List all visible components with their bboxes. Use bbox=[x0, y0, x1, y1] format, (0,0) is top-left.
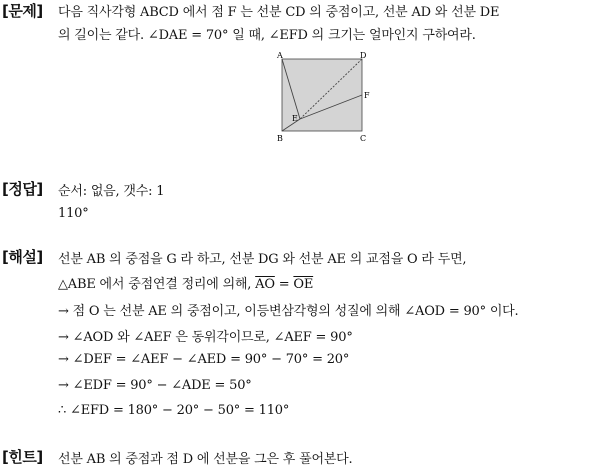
solution-line-4: → ∠AOD 와 ∠AEF 은 동위각이므로, ∠AEF = 90° bbox=[58, 330, 353, 345]
equals-sign: = bbox=[274, 277, 294, 292]
point-label-a: A bbox=[277, 51, 283, 60]
solution-line-1: 선분 AB 의 중점을 G 라 하고, 선분 DG 와 선분 AE 의 교점을 O 라 두면, bbox=[58, 252, 467, 267]
point-label-c: C bbox=[360, 134, 367, 143]
solution-line-2-text: △ABE 에서 중점연결 정리에 의해, bbox=[58, 277, 256, 292]
solution-label: [해설] bbox=[2, 248, 43, 266]
problem-text-line-2: 의 길이는 같다. ∠DAE = 70° 일 때, ∠EFD 의 크기는 얼마인지 구하여라. bbox=[58, 28, 476, 43]
problem-text-line-1: 다음 직사각형 ABCD 에서 점 F 는 선분 CD 의 중점이고, 선분 AD 와 선분 DE bbox=[58, 5, 500, 20]
answer-meta: 순서: 없음, 갯수: 1 bbox=[58, 184, 165, 199]
problem-label: [문제] bbox=[2, 2, 43, 20]
point-label-b: B bbox=[277, 134, 283, 143]
point-label-e: E bbox=[292, 114, 298, 123]
solution-line-2 bbox=[58, 273, 313, 292]
solution-line-5: → ∠DEF = ∠AEF − ∠AED = 90° − 70° = 20° bbox=[58, 352, 350, 367]
point-label-d: D bbox=[360, 51, 367, 60]
solution-line-7: ∴ ∠EFD = 180° − 20° − 50° = 110° bbox=[58, 403, 290, 418]
point-label-f: F bbox=[364, 91, 370, 100]
segment-oe-overline: $\overline{OE}$ bbox=[293, 277, 314, 292]
problem-figure bbox=[274, 47, 378, 145]
answer-label: [정답] bbox=[2, 180, 43, 198]
hint-label: [힌트] bbox=[2, 448, 43, 466]
answer-value: 110° bbox=[58, 206, 89, 221]
segment-ao-overline: $\overline{AO}$ bbox=[255, 277, 275, 292]
solution-line-3: → 점 O 는 선분 AE 의 중점이고, 이등변삼각형의 성질에 의해 ∠AOD = 90° 이다. bbox=[58, 304, 519, 319]
hint-text: 선분 AB 의 중점과 점 D 에 선분을 그은 후 풀어본다. bbox=[58, 452, 353, 467]
solution-line-6: → ∠EDF = 90° − ∠ADE = 50° bbox=[58, 378, 252, 393]
